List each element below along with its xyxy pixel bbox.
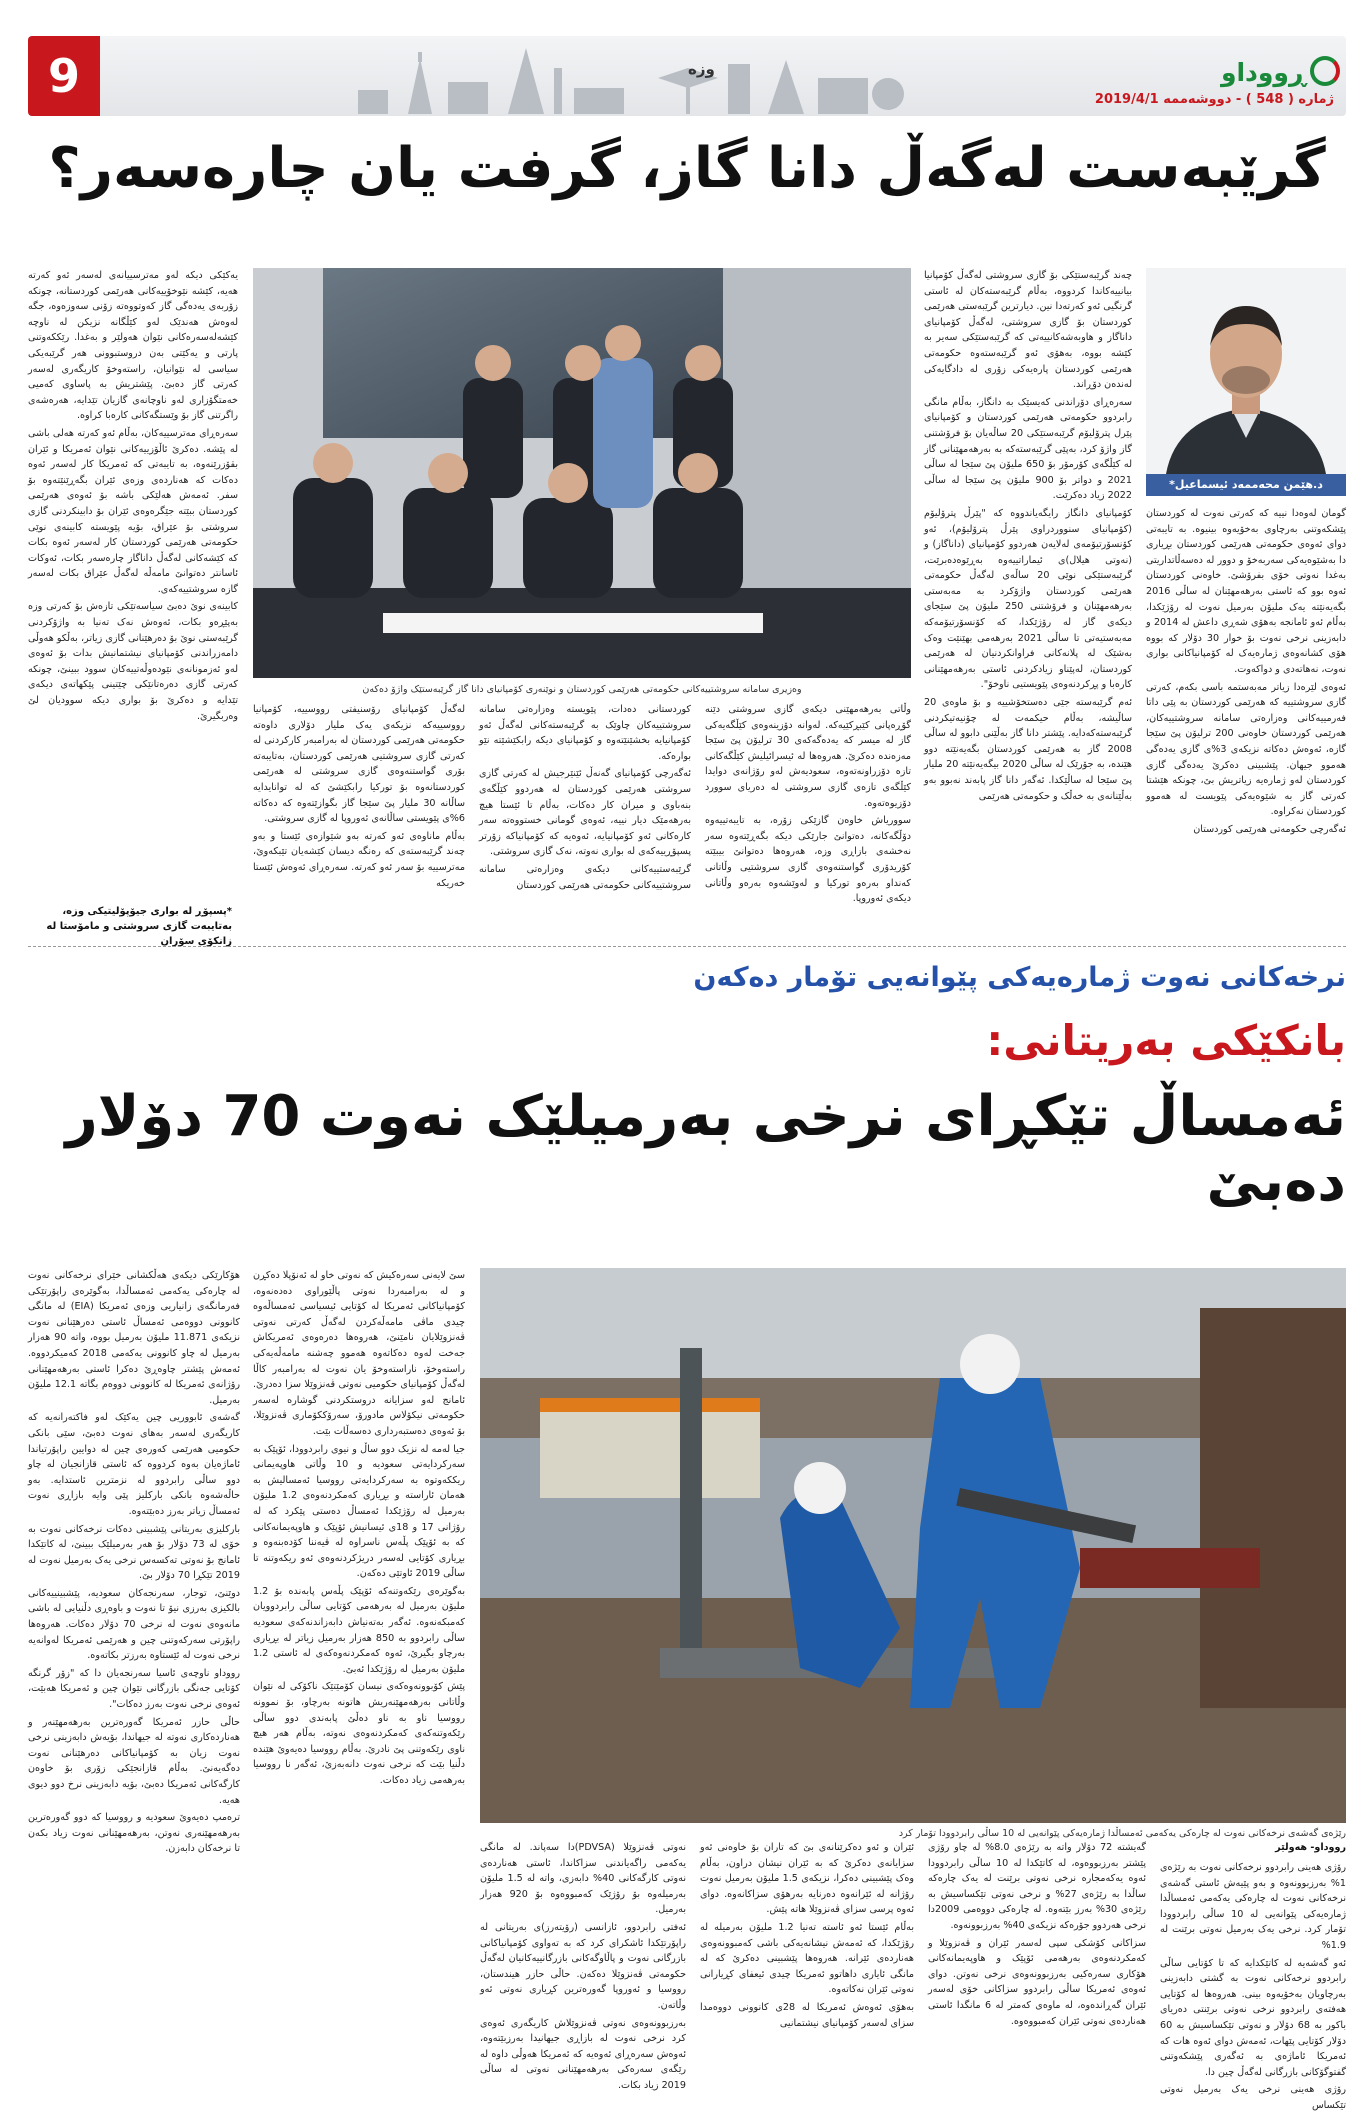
paragraph: ئەگەرچی حکومەتی هەرێمی کوردستان (1193, 823, 1346, 835)
article2-kicker: بانکێکی بەریتانی: (986, 1016, 1346, 1065)
article2-column-d (700, 1840, 914, 2028)
logo-icon (1310, 56, 1340, 86)
paragraph: ئێران و ئەو دەکرێنانەی بێ کە تاران بۆ خاوەنی ئەو سزایانەی دەکرێ کە بە ئێران نیشان دراون، بەڵام وەک پێشبینی دەکرا، نزیکەی 1.5 ملیۆن بەرمیل نەوت رۆژانە لە ئێرانەوە دەرنایە بەرهۆی سزاکانەوە. دوای ئەوە پرسی سزای ڤەنزوێلا هاتە پێش. (700, 1842, 914, 1916)
paragraph: بەڵام ئێستا ئەو ئاستە تەنیا 1.2 ملیۆن بەرمیلە لە رۆژێکدا، کە ئەمەش نیشانەیەکی باشی کەمبوونەوەی هەناردەی ئێرانە. هەروەها پێشبینی دەکرێ کە لە مانگی ئایاری داهاتوو ئەمریکا چیدی ئیعفای کڕیارانی نەوتی ئێران نەکاتەوە. (700, 1921, 914, 1996)
article2-column-b (253, 1268, 465, 2028)
paragraph: کوردستانی دەدات، پێویستە وەزارەتی سامانە سروشتییەکان چاوێک بە گرێبەستەکانی لەگەڵ ئەو کۆمپانیایە بخشێنێتەوە و کۆمپانیای دیکە رابکێشێتە نێو بوارەکە. (479, 704, 691, 762)
paragraph: ئەم گرێبەستە جێی دەستخۆشییە و بۆ ماوەی 20 ساڵیشە، بەڵام حیکمەت لە چۆنیەتیکردنی گرێبەستەکەدایە. پێشتر دانا گاز بەڵێنی دابوو لە ساڵی 2008 گاز بە هەرێمی کوردستان بگەیەنێتە دوو هێندە، بە جۆرێک لە ساڵی 2020 بیگەیەنێتە 20 ملیار پێ سێجا لە ساڵێکدا. ئەگەر دانا گاز پابەند نەبوو بەو بەڵێنانەی بە خەڵک و حکومەتی هەرێمی (924, 697, 1132, 802)
paragraph: بارکلیزی بەریتانی پێشبینی دەکات نرخەکانی نەوت بە خۆی لە 73 دۆلار بۆ هەر بەرمیلێک ببینێ، لە کاتێکدا ئامانج بۆ نەوتی تەکسەس نرخی یەک بەرمیل نەوت لە 2019 تێکڕا 70 دۆلار بێ. (28, 1523, 241, 1582)
masthead (28, 36, 1346, 116)
paragraph: سووریاش خاوەن گازێکی زۆرە، بە تایبەتییەوە دۆڵگەکانە، دەتوانێ جارێکی دیکە بگەڕێتەوە سەر نەخشەی بازاڕی وزە، هەروەها دەتوانێ بیبێتە کۆریدۆری گواستنەوەی گازی سروشتیی وڵاتانی کەنداو بەرەو تورکیا و لەوێشەوە بەرەو وڵاتانی دیکەی ئەوروپا. (705, 815, 911, 905)
article1-column-f (28, 268, 238, 896)
photo1-caption: وەزیری سامانە سروشتییەکانی حکومەتی هەرێمی کوردستان و نوێنەری کۆمپانیای دانا گاز گرێبەستێک واژۆ دەکەن (362, 684, 802, 695)
paragraph: چەند گرێبەستێکی بۆ گازی سروشتی لەگەڵ کۆمپانیا بیانییەکاندا کردووە، بەڵام گرێبەستەکان لە ئاستی گرنگیی ئەو کەرتەدا نین. دیارترین گرێبەستی هەرێمی کوردستان بۆ گازی سروشتی، لەگەڵ کۆمپانیای داناگاز و هاوبەشەکانییەتی کە گرێبەستێکی سەیر بە کێشە بووە، بەهۆی ئەو گرێبەستەوە حکومەتی هەرێمی کوردستان پارەیەکی زۆری لە دادگایەکی لەندەن دۆڕاند. (924, 270, 1132, 391)
paragraph: ترەمپ دەیەوێ سعودیە و رووسیا کە دوو گەورەترین بەرهەمهێنەری نەوتن، بەرهەمهێنانی نەوت زیاد بکەن تا نرخەکان دابەزن. (28, 1812, 240, 1855)
issue-line: ژمارە ( 548 ) - دووشەممە 2019/4/1 (1094, 92, 1334, 107)
article2-column-f (1160, 1860, 1346, 2111)
signing-ceremony-illustration (253, 268, 911, 678)
section-divider (28, 946, 1346, 947)
paragraph: جیا لەمە لە نزیک دوو ساڵ و نیوی رابردوودا، ئۆپێک بە سەرکردایەتی سعودیە و 10 وڵاتی هاوپەیمانی ریککەوتوە بە سەرکردایەتی رووسیا ئەمسالیش بە هەمان ئاراستە و بڕیاری کەمکردنەوەی 1.2 ملیۆن بەرمیل لە رۆژێکدا ئەمساڵ دەستی پێکرد کە لە رۆژانی 17 و 18ی ئیسانیش ئۆپێک و هاوپەیمانەکانی کە بە ئۆپێک پڵەس ناسراوە لە ڤیەننا کۆدەبنەوە و بڕیاری کۆتایی لەسەر دریژکردنەوەی ئەو ریکەوتنە تا ساڵی 2019 ئاوتێی دەکەن. (253, 1443, 465, 1580)
paragraph: بەرزبوونەوەی نەوتی ڤەنزوێلاش کاریگەری ئەوەی کرد نرخی نەوت لە بازاڕی جیهانیدا بەرزبێتەوە، ئەوەش سەرەڕای ئەوەیە کە ئەمریکا هەوڵی داوە لە رێگەی سەرەکی بەرهەمهێنانی نەوتی لە ساڵی 2019 زیاد بکات. (480, 2017, 686, 2091)
paragraph: نەوتی ڤەنزوێلا (PDVSA)دا سەپاند. لە مانگی یەکەمی راگەیاندنی سزاکاندا، ئاستی هەناردەی نەوتی کارگەکانی 40% دابەزی، واتە لە 1.5 ملیۆن بەرمیلەوە بۆ رۆژێک کەمبووەوە بۆ 920 هەزار بەرمیل. (480, 1842, 686, 1916)
paragraph: سەرەڕای مەترسییەکان، بەڵام ئەو کەرتە هەلی باشی لە پێشە. دەکرێ ئاڵۆزییەکانی نێوان ئەمریکا و ئێران بقۆزرێنەوە، بە تایبەتی کە ئەمریکا کار لەسەر ئەوە دەکات کە هەناردەی وزەی ئێران بگەڕێنێتەوە بۆ سفر. ئەمەش هەلێکی باشە بۆ ئەوەی هەرێمی کوردستان ببێتە جێگرەوەی ئێران بۆ دابینکردنی گازی سروشتی بۆ عێراق، بۆیە پێویستە کابینەی نوێی حکومەتی هەرێمی کوردستان کار لەسەر ئەوە بکات کە کێشەکانی لەگەڵ داناگاز چارەسەر بکات، ئەوکات ئاسانتر دەتوانێ مامەڵە لەگەڵ عێراق بکات لەسەر گازە سروشتییەکەی. (28, 427, 238, 595)
paragraph: گەشەی ئابووریی چین یەکێک لەو فاکتەرانەیە کە کاریگەری لەسەر بەهای نەوت دەبێ، سێی بانکی حکومیی هەرێمی کەورەی چین لە دوایین راپۆرتیاندا ئاماژەیان بەوە کردووە کە ئاستی قازانجیان لە چاو دوو ساڵی رابردوو لە نزمترین ئاستدایە. بەو حاڵەشەوە بانکی بارکلیز پێی وایە بازاڕی نەوت ئەمساڵ زیاتر بەرز دەبێتەوە. (28, 1412, 240, 1517)
photo2-caption: رێژەی گەشەی نرخەکانی نەوت لە چارەکی یەکەمی ئەمساڵدا ژمارەیەکی پێوانەیی لە 10 ساڵی رابردوودا تۆمار کرد (898, 1828, 1346, 1839)
oil-workers-photo (480, 1268, 1346, 1823)
article1-column-a (924, 268, 1132, 938)
paragraph: رۆژی هەینی نرخی یەک بەرمیل نەوتی تێکساس (1160, 2084, 1346, 2111)
paragraph: لەگەڵ کۆمپانیای رۆسنیفتی رووسییە، کۆمپانیا رووسییەکە نزیکەی یەک ملیار دۆلاری داوەتە حکومەتی هەرێمی کوردستان لە بەرامبەر کارکردنی لە کەرتی گازی سروشتیی هەرێمی کوردستان، بەتایبەتە بۆری گواستنەوەی گازی سروشتی لە هەرێمی کوردستانەوە بۆ تورکیا رابکێشێ کە لە توانایدایە ساڵانە 30 ملیار پێ سێجا گاز بگوازێتەوە کە دەکاتە 6%ی پێویستی ساڵانەی ئەوروپا لە گازی سروشتی. (253, 704, 465, 825)
paragraph: سەرەڕای دۆراندنی کەیسێک بە دانگاز، بەڵام مانگی رابردوو حکومەتی هەرێمی کوردستان و کۆمپانیای پێرل پترۆلیۆم گرێبەستێکی 20 ساڵەیان بۆ فرۆشتنی گاز واژۆ کرد، بەپێی گرێبەستەکە بە بەرهەمهێنانی گاز لە کێڵگەی کۆرمۆر بۆ 650 ملیۆن پێ سێجا لە ساڵی 2021 و دواتر بۆ 900 ملیۆن پێ سێجا لە ساڵی 2022 زیاد دەکرێت. (924, 396, 1133, 502)
paragraph: سێ لایەنی سەرەکیش کە نەوتی خاو لە ئەنۆپلا دەکڕن و لە بەرامبەردا نەوتی پاڵێوراوی دەدەنەوە، کۆمپانیاکانی ئەمریکا لە کۆتایی ئیسیاسی ئەمساڵەوە چیدی ماڤی مامەڵەکردن لەگەڵ کەرتی نەوتی ڤەنزوێلایان نامێنێ، هەروەها دەرەوەی ئەمریکاش جەخت لەوە دەکاتەوە هەموو چەشنە مامەڵەیەکی راستەوخۆ، ناراستەوخۆ یان نەوت لە بەرامبەر کاڵا لەگەڵ کۆمپانیای حکومیی نەوتی ڤەنزوێلا سزا دەدرێ. ئامانج لەو سزایانە دروستکردنی گوشارە لەسەر حکومەتی نیکۆلاس مادورۆ، سەرۆککۆماری ڤەنزوێلا، بۆ ئەوەی دەستبەرداری دەسەڵات بێت. (253, 1270, 465, 1437)
article1-column-b (1146, 506, 1346, 938)
article2-headline: ئەمساڵ تێکڕای نرخی بەرمیلێک نەوت 70 دۆلار دەبێ (65, 1084, 1346, 1214)
article2-byline: رووداو- هەولێر (1275, 1842, 1346, 1853)
paragraph: رووداو ناوچەی ئاسیا سەرنجەیان دا کە "زۆر گرنگە کۆتایی جەنگی بازرگانی نێوان چین و ئەمریکا هەبێت، ئەوەی نرخی نەوت بەرز دەکات". (28, 1667, 240, 1711)
author-portrait-illustration (1146, 268, 1346, 474)
paragraph: بەڵام ماناوەی ئەو کەرتە بەو شێوازەی ئێستا و بەو چەند گرێبەستەی کە رەنگە دیسان کێشەیان تێبکەوێ، مەترسییە بۆ سەر ئەو کەرتە. سەرەڕای ئەوەش ئێستا خەریکە (253, 830, 465, 889)
paragraph: کۆمپانیای دانگاز رایگەیاندووە کە "پێرڵ پترۆلیۆم (کۆمپانیای سنووردراوی پێرڵ پترۆلیۆم)، ئەو کۆنسۆرتیۆمەی لەلایەن هەردوو کۆمپانیای (داناگاز) و (نەوتی هیلال)ی ئیماراتییەوە بەڕێوەدەبرێت، گرێبەستێکی نوێی 20 ساڵەی لەگەڵ حکومەتی هەرێمی کوردستان واژۆکرد بە مەبەستی بەرهەمهێنان و فرۆشتنی 250 ملیۆن پێ سێجای دیکەی گاز لە رۆژێکدا، کە کۆنسۆرتیۆمەکە مەبەستیەتی تا ساڵی 2021 بەرهەمی بهێنێت وەک بەشێک لە پلانەکانی فراوانکردنیان لە هەرێمی کوردستان، لەپێناو زیادکردنی ئاستی بەرهەمهێنانی کارەبا و پڕکردنەوەی پێویستیی ناوخۆ". (924, 507, 1132, 691)
logo (1204, 44, 1346, 92)
article2-sub-kicker: نرخەکانی نەوت ژمارەیەکی پێوانەیی تۆمار دەکەن (693, 962, 1346, 993)
paragraph: کابینەی نوێ دەبێ سیاسەتێکی تازەش بۆ کەرتی وزە بەپێڕەو بکات، ئەوەش نەک تەنیا بە واژۆکردنی گرێبەستی نوێ بۆ دەرهێنانی گازی زیاتر، بەڵکو هەوڵی دامەزراندنی کۆمپانیای نیشتمانیش بدات بۆ ئەوەی لەو ئەزمونانەی نێودەوڵەتییەکان سوود ببینێ، چونکە کەرتی گازی دەرەتانێکی چێتینی پێکهاتەی دیکەی تێدایە و دەکرێ بۆ بواری دیکە سوودیان لێ وەربگیرێ. (28, 601, 238, 722)
article2-column-c (480, 1840, 686, 2091)
paragraph: سزاکانی کۆشکی سپی لەسەر ئێران و ڤەنزوێلا و کەمکردنەوەی بەرهەمی ئۆپێک و هاوپەیمانەکانی هۆکاری سەرەکیی بەرزبوونەوەی نرخی نەوتن. دوای ئەوەی ئەمریکا ساڵی رابردوو سزاکانی خۆی لەسەر ئێران گەڕاندەوە، لە ماوەی کەمتر لە 6 مانگدا ئاستی هەناردەی نەوتی ئێران کەمبووەوە. (928, 1937, 1146, 2027)
paragraph: گومان لەوەدا نییە کە کەرتی نەوت لە کوردستان پێشکەوتنی بەرچاوی بەخۆیەوە بینیوە. بە تایبەتی دوای ئەوەی حکومەتی هەرێمی کوردستان بڕیاری دا بەشێوەیەکی سەربەخۆ و دوور لە دەسەڵاتداریتی بەغدا نەوتی خۆی بفرۆشێ. خاوەنی کوردستان ئەوە بوو کە ئاستی بەرهەمهێنان لە ساڵی 2016 بگەیەنێتە یەک ملیۆن بەرمیل نەوت لە رۆژێکدا، بەڵام ئەو ئامانجە بەهۆی شەڕی داعش لە 2014 و دابەزینی نرخی نەوت بۆ خوار 30 دۆلار کە بووە هۆی کشانەوەی ژمارەیەک لە کۆمپانیاکانی بواری نەوت، نەهاتەدی و دواکەوت. (1146, 508, 1346, 675)
author-bio-footnote: *پسپۆڕ لە بواری جیۆپۆلیتیکی وزە، بەتایبەت گازی سروشتی و مامۆستا لە زانکۆی سۆران (46, 906, 232, 947)
paragraph: ئەو گەشەیە لە کاتێکدایە کە تا کۆتایی ساڵی رابردوو نرخەکانی نەوت بە گشتی دابەزینی بەرچاویان بەخۆیەوە بینی. هەروەها لە کۆتایی هەفتەی رابردوو نرخی نەوتی برێنتی دەریای باکور بە 68 دۆلار و نەوتی تێکساسیش بە 60 دۆلار کۆتایی پێهات، ئەمەش دوای ئەوە هات کە ئەمریکا ئاماژەی بە ئەگەری پێشکەوتنی گفتوگۆکانی بازرگانی لەگەڵ چین دا. (1160, 1957, 1346, 2078)
paragraph: گرێبەستییەکانی دیکەی وەزارەتی سامانە سروشتییەکانی حکومەتی هەرێمی کوردستان (479, 863, 691, 891)
paragraph: حاڵی حازر ئەمریکا گەورەترین بەرهەمهێنەر و هەناردەکاری نەوتە لە جیهاندا، بۆیەش دابەزینی نرخی نەوت زیان بە کۆمپانیاکانی دەرهێنانی نەوت دەگەیەنێ. بەڵام قازانجێکی زۆری بۆ خاوەن کارگەکانی ئەمریکا دەبێ، بۆیە دابەزینی نرخ دوو دیوی هەیە. (28, 1716, 240, 1806)
paragraph: رۆژی هەینی رابردوو نرخەکانی نەوت بە رێژەی 1% بەرزبوونەوە و بەو پێیەش ئاستی گەشەی نرخەکانی نەوت لە چارەکی یەکەمی ئەمساڵدا ژمارەیەکی پێوانەیی لە 10 ساڵی رابردوودا تۆمار کرد. نرخی یەک بەرمیل نەوتی برێنت لە 1.9% (1160, 1862, 1346, 1951)
paragraph: هۆکارێکی دیکەی هەڵکشانی خێرای نرخەکانی نەوت لە چارەکی یەکەمی ئەمساڵدا، بەگوێرەی راپۆرتێکی فەرمانگەی زانیاریی وزەی ئەمریکا (EIA) لە مانگی کانوونی دووەمی ئەمساڵ ئاستی دەرهێنانی نەوت نزیکەی 11.871 ملیۆن بەرمیل بووە، واتە 90 هەزار بەرمیل لە چاو کانوونی یەکەمی 2018 کەمیکردووە. ئەمەش پێشتر چاوەڕێ دەکرا ئاستی بەرهەمهێنانی رۆژانەی ئەمریکا لە کانوونی دووەم بگاتە 12.1 ملیۆن بەرمیل. (28, 1270, 241, 1406)
signing-ceremony-photo (253, 268, 911, 678)
paragraph: ئەگەرچی کۆمپانیای گەنەڵ ئێنێرجیش لە کەرتی گازی سروشتی هەرێمی کوردستان لە هەردوو کێڵگەی بنەباوی و میران کار دەکات، بەڵام تا ئێستا هیچ بەرهەمێک دیار نییە، ئەوەی گومانی خستووەتە سەر کارەکانی ئەو کۆمپانیایە، ئەوەیە کە کۆمپانیاکە زۆرتر پسپۆڕییەکەی لە بواری نەوتە، نەک گازی سروشتی. (479, 768, 691, 858)
logo-text: ڕووداو (1220, 58, 1306, 87)
paragraph: ئەفتی رابردوو، ئازانسی (رۆیتەرز)ی بەریتانی لە راپۆرتێکدا ئاشکرای کرد کە بە تەواوی کۆمپانیاکانی بازرگانی نەوت و پاڵاوگەکانی بازرگانییەکانیان لەگەڵ حکومەتی ڤەنزوێلا دەکەن. حاڵی حازر هیندستان، رووسیا و ئەوروپا گەورەترین کڕیاری نەوتی ئەو وڵاتەن. (480, 1921, 686, 2011)
oil-skyline-illustration (358, 38, 918, 114)
paragraph: بەهۆی ئەوەش ئەمریکا لە 28ی کانوونی دووەمدا سزای لەسەر کۆمپانیای نیشتمانیی (700, 2001, 914, 2029)
article1-column-e (705, 702, 911, 938)
article1-column-c (479, 702, 691, 938)
article2-column-e (928, 1840, 1146, 2028)
author-caption: د.هێمن محەممەد ئیسماعیل* (1146, 474, 1346, 496)
section-name: وزە (688, 60, 715, 78)
article2-column-a (28, 1268, 240, 2028)
paragraph: یەکێکی دیکە لەو مەترسییانەی لەسەر ئەو کەرتە هەیە، کێشە نێوخۆییەکانی هەرێمی کوردستانە، چونکە زۆربەی یەدەگی گاز کەوتووەتە زۆنی سەوزەوە، جگە لەوەش هەندێک لەو کێڵگانە نزیکن لە ناوچە کێشەلەسەرەکانی نێوان هەولێر و بەغدا. رێککەوتنی پارتی و یەکێتی بەن دروستبوونی هەر گرێبەیکی سیاسی لە نێوانیان، راستەوخۆ کاریگەری لەسەر کەرتی گاز دەبێ. پێشتریش بە پاساوی کەمیی خەمتگۆزاری لەو ناوچانەی گازیان تێدایە، هەرەشەی راگرتنی گاز بۆ وێستگەکانی کارەبا کراوە. (28, 270, 238, 422)
oil-workers-illustration (480, 1268, 1346, 1823)
paragraph: ئەوەی لێرەدا زیاتر مەبەستمە باسی بکەم، کەرتی گازی سروشتییە کە هەرێمی کوردستان بە پێی داتا فەرمییەکانی وەزارەتی سامانە سروشتییەکان، هەرێمی کوردستان خاوەنی 200 ترلیۆن پێ سێجا گازە، ئەوەش دەکاتە نزیکەی 3%ی گازی یەدەگی هەموو جیهان. پێشبینی دەکرێ یەدەگی گازی کوردستان لەو ژمارەیە زیاتریش بێ، چونکە هێشتا کەرتی گاز بە شێوەیەکی پێویست لە هەموو کوردستان نەکراوە. (1146, 681, 1346, 818)
paragraph: بەگوێرەی رێکەوتنەکە ئۆپێک پڵەس پابەندە بۆ 1.2 ملیۆن بەرمیل لە بەرهەمی کۆتایی ساڵی رابردوویان کەمبکەنەوە. ئەگەر بەتەنیاش دابەزاندنەکەی سعودیە ساڵی رابردوو بە 850 هەزار بەرمیل زیاتر لە بڕیاری بەرچاو بگیرێ، ئەوە کەمکردنەوەکەی لە ئاستی 1.2 ملیۆن بەرمیل لە رۆژێکدا ئەبێ. (253, 1585, 465, 1675)
paragraph: دوێنێ، توجار، سەرنجەکان سعودیە، پێشبینییەکانی بالکیزی بەرزی نیۆ تا نەوت و باوەڕی دڵنیایی لە باشی مانەوەی نەوت لە نرخی 70 دۆلار دەکات. هەروەها راپۆرتی سەرکەوتنی چین و هەرێمی ئەمریکا لەوانەیە نرخی نەوت لە ئێستاوە بەرزتر بکاتەوە. (28, 1587, 240, 1662)
page-number: 9 (28, 36, 100, 116)
paragraph: وڵاتی بەرهەمهێنی دیکەی گازی سروشتی دێنە گۆڕەپانی کێبڕکێیەکە. لەوانە دۆزینەوەی کێڵگەیەکی گاز لە میسر کە یەدەگەکەی 30 ترلیۆن پێ سێجا مەزەندە دەکرێ. هەروەها لە ئیسرائیلیش کێڵگەکانی تازە دۆزراونەتەوە، سعودیەش لەو رۆژانەی دوایدا کێڵگەی تازەی گازی سروشتی لە دەریای سوورد دۆزیوەتەوە. (705, 704, 911, 809)
article1-headline: گرێبەست لەگەڵ دانا گاز، گرفت یان چارەسەر؟ (48, 136, 1326, 201)
paragraph: گەیشتە 72 دۆلار واتە بە رێژەی 8.0% لە چاو رۆژی پێشتر بەرزبووەوە، لە کاتێکدا لە 10 ساڵی رابردوودا ئەوە یەکەمجارە نرخی نەوتی برێنت لە یەک چارەکە ساڵدا بە رێژەی 27% و نرخی نەوتی تێکساسیش بە رێژەی 30% بەرز بێتەوە. لە چارەکی دووەمی 2009دا نرخی هەردوو جۆرەکە نزیکەی 40% بەرزبوونەوە. (928, 1842, 1146, 1931)
paragraph: پێش کۆبوونەوەکەی نیسان کۆمێتێک ناکۆکی لە نێوان وڵاتانی بەرهەمهێنەریش هاتونە بەرچاو، بۆ نموونە رووسیا ناو بە ناو دەڵێ پابەندی دوو ساڵی رێکەوتنەکەی کەمکردنەوەی نەوتە، بەڵام هەر هیچ ناوی رێکەوتنی پێ نادرێ. بەڵام رووسیا دەیەوێ هێندە دڵنیا بێت کە نرخی نەوت دانەبەزێ، ئەگەر نا رووسیا بەرهەمی زیاد دەکات. (253, 1681, 465, 1786)
author-photo (1146, 268, 1346, 474)
article1-column-d (253, 702, 465, 938)
